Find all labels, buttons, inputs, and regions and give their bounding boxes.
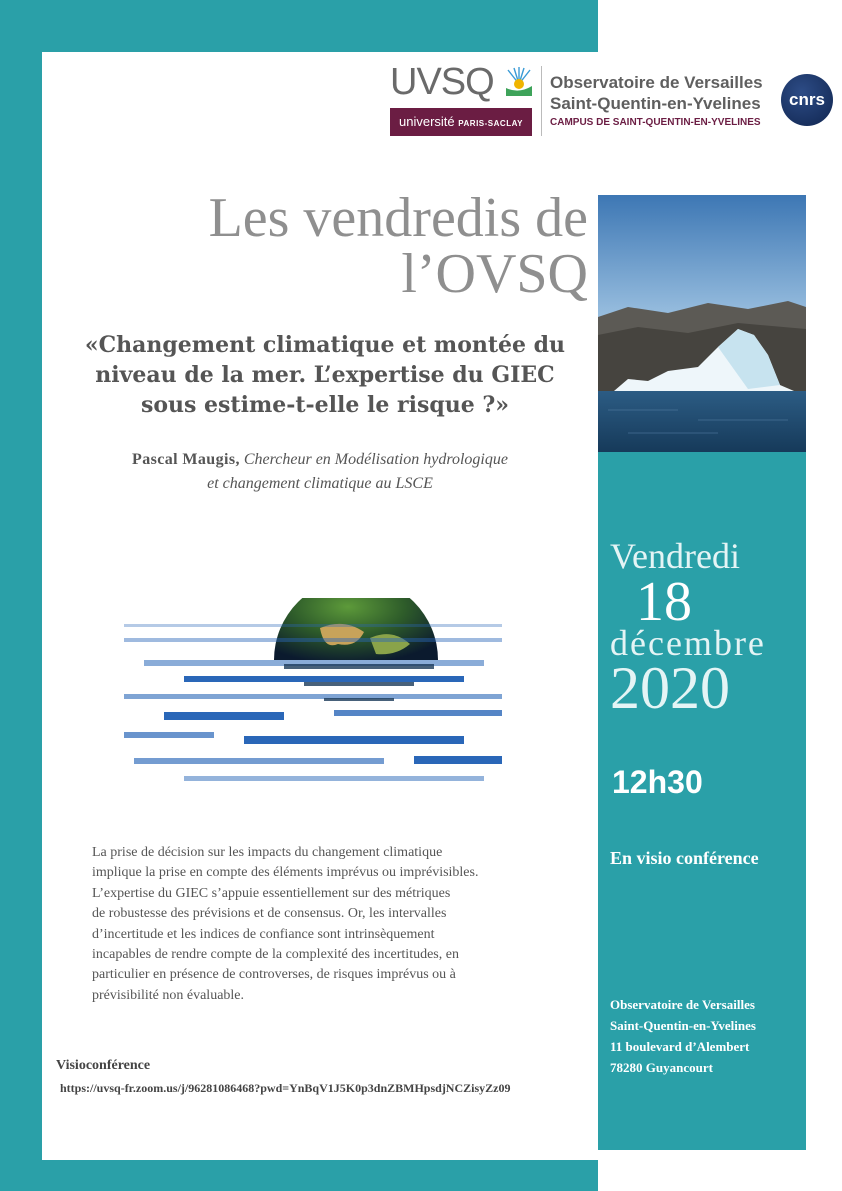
date-month: décembre	[610, 623, 766, 663]
abstract-line: prévisibilité non évaluable.	[92, 987, 245, 1003]
abstract-line: de robustesse des prévisions et de consensus. Or, les intervalles	[92, 906, 447, 922]
abstract-line: implique la prise en compte des éléments imprévus ou imprévisibles.	[92, 865, 479, 881]
venue-address	[610, 994, 756, 1078]
observatory-name-line2: Saint-Quentin-en-Yvelines	[550, 94, 761, 113]
abstract-line: d’incertitude et les indices de confiance sont intrinsèquement	[92, 926, 435, 942]
abstract-line: L’expertise du GIEC s’appuie essentiellement sur des métriques	[92, 885, 451, 901]
talk-title	[55, 330, 595, 420]
observatory-logo-text	[550, 72, 763, 128]
globe-illustration	[124, 598, 502, 794]
abstract-line: incapables de rendre compte de la complexité des incertitudes, en	[92, 947, 459, 963]
talk-title-line2: niveau de la mer. L’expertise du GIEC	[95, 362, 555, 388]
address-line3: 11 boulevard d’Alembert	[610, 1039, 750, 1054]
address-line4: 78280 Guyancourt	[610, 1060, 713, 1075]
speaker-name: Pascal Maugis,	[132, 451, 240, 468]
talk-title-line3: sous estime-t-elle le risque ?»	[140, 392, 510, 418]
university-bar	[390, 108, 532, 136]
uvsq-logo	[390, 62, 532, 138]
cnrs-logo: cnrs	[781, 74, 833, 126]
event-time: 12h30	[612, 764, 703, 800]
page-title	[208, 187, 588, 305]
visio-label: Visioconférence	[56, 1058, 151, 1073]
zoom-link[interactable]: https://uvsq-fr.zoom.us/j/96281086468?pwd=YnBqV1J5K0p3dnZBMHpsdjNCZisyZz09	[60, 1081, 511, 1095]
address-line2: Saint-Quentin-en-Yvelines	[610, 1018, 756, 1033]
speaker-block	[90, 448, 550, 496]
talk-title-line1: «Changement climatique et montée du	[84, 332, 566, 358]
abstract-paragraph	[92, 843, 552, 1006]
sunrise-icon	[506, 66, 532, 96]
iceberg-photo	[598, 195, 806, 452]
date-year: 2020	[610, 655, 730, 721]
university-sublabel: PARIS-SACLAY	[458, 119, 523, 128]
observatory-name-line1: Observatoire de Versailles	[550, 73, 763, 92]
event-mode: En visio conférence	[610, 848, 759, 868]
date-day-number: 18	[636, 571, 692, 633]
address-line1: Observatoire de Versailles	[610, 997, 755, 1012]
abstract-line: particulier en présence de controverses, de risques imprévus ou à	[92, 967, 456, 983]
uvsq-wordmark: UVSQ	[390, 61, 494, 103]
university-label: université	[399, 114, 455, 129]
title-line1: Les vendredis de	[208, 187, 588, 249]
logo-divider	[541, 66, 542, 136]
title-line2: l’OVSQ	[401, 243, 588, 305]
speaker-role-line1: Chercheur en Modélisation hydrologique	[243, 451, 508, 468]
campus-label: CAMPUS DE SAINT-QUENTIN-EN-YVELINES	[550, 117, 761, 128]
abstract-line: La prise de décision sur les impacts du changement climatique	[92, 845, 443, 860]
speaker-role-line2: et changement climatique au LSCE	[207, 475, 433, 492]
date-day-name: Vendredi	[610, 536, 740, 576]
